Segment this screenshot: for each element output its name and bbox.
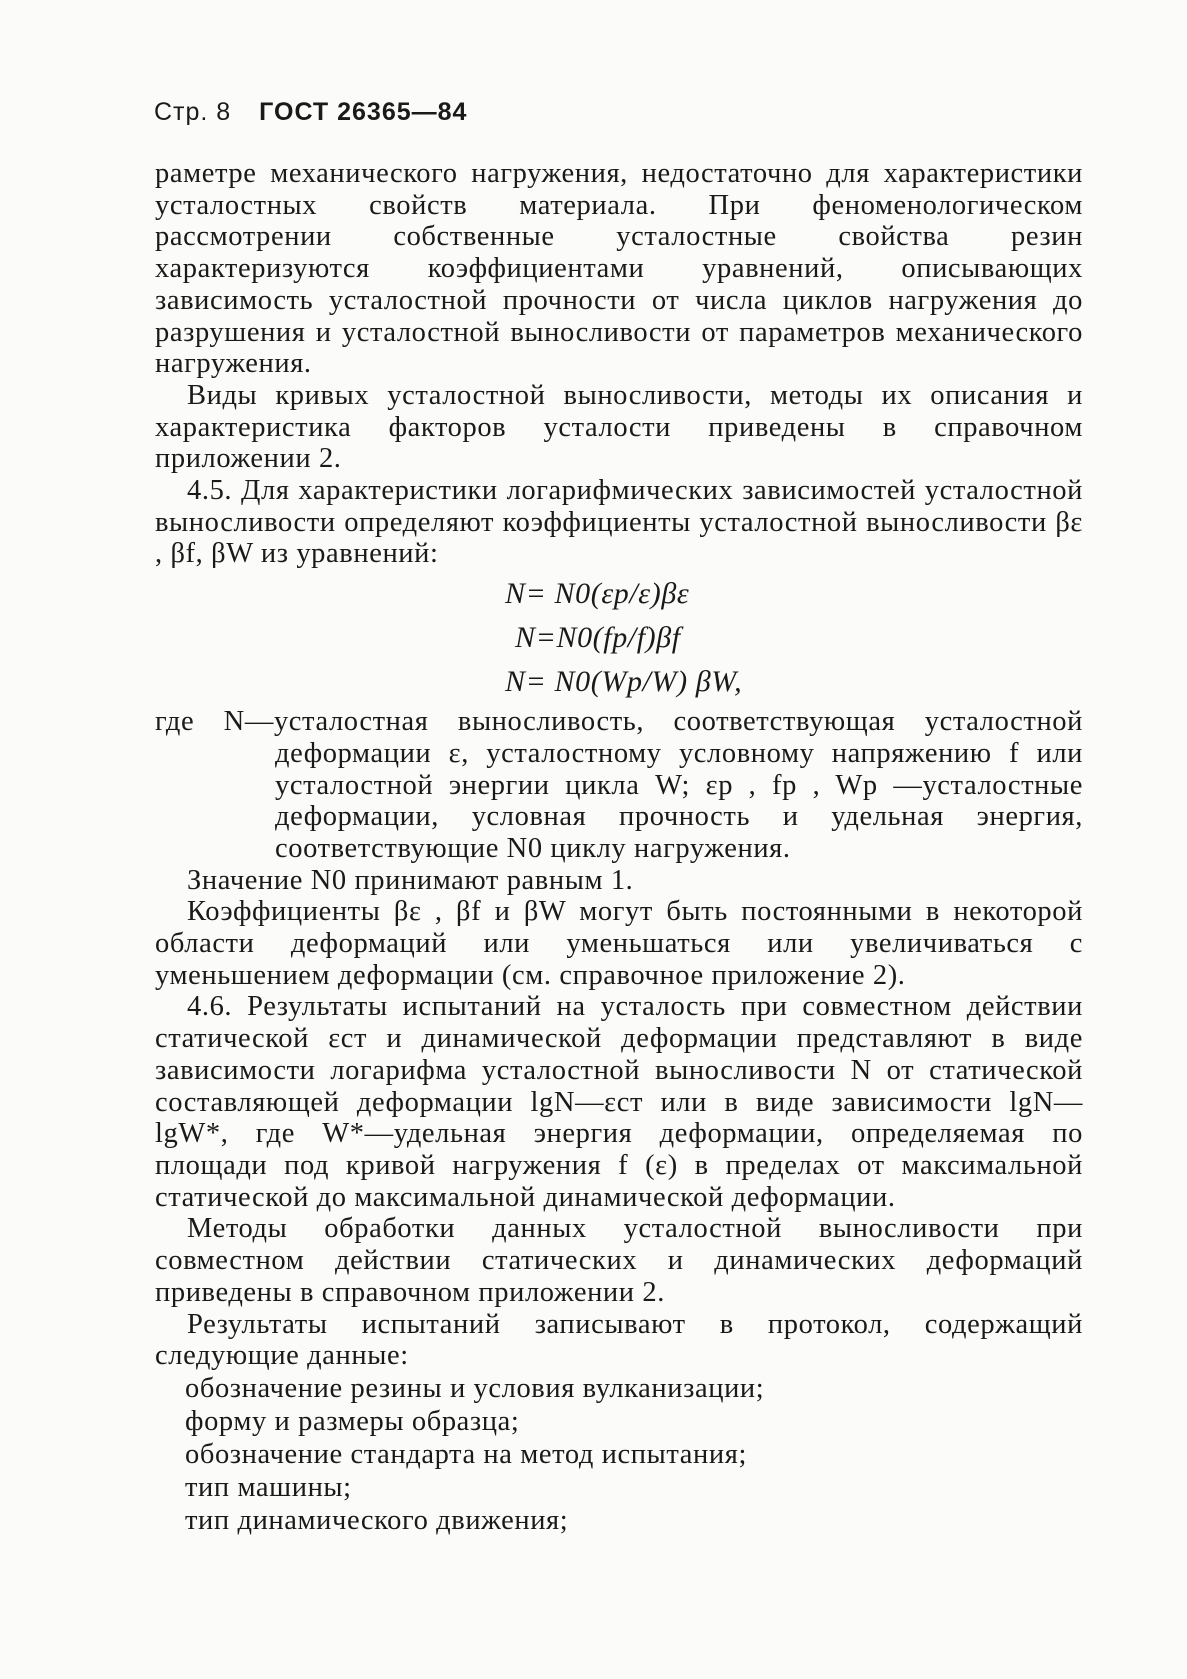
protocol-list	[155, 1372, 1083, 1537]
list-item: обозначение стандарта на метод испытания;	[185, 1438, 747, 1470]
equations-block	[155, 572, 1083, 704]
where-clause: где N—усталостная выносливость, соответствующая усталостной деформации ε, усталостному условному напряжению f или усталостной энергии цикла W; εp , fp , Wp —усталостные деформации, условная прочность и удельная энергия, соответствующие N0 циклу нагружения.	[155, 706, 1083, 864]
list-item: тип машины;	[185, 1471, 352, 1503]
equation-strain: N= N0(εp/ε)βε	[505, 577, 690, 611]
paragraph-n0: Значение N0 принимают равным 1.	[187, 864, 634, 896]
page-header	[154, 98, 467, 127]
paragraph-curve-types: Виды кривых усталостной выносливости, методы их описания и характеристика факторов усталости приведены в справочном приложении 2.	[155, 379, 1083, 475]
paragraph-coefficients: Коэффициенты βε , βf и βW могут быть постоянными в некоторой области деформаций или уменьшаться или увеличиваться с уменьшением деформации (см. справочное приложение 2).	[155, 896, 1083, 991]
paragraph-continuation: раметре механического нагружения, недостаточно для характеристики усталостных свойств материала. При феноменологическом рассмотрении собственные усталостные свойства резин характеризуются коэффициентами уравнений, описывающих зависимость усталостной прочности от числа циклов нагружения до разрушения и усталостной выносливости от параметров механического нагружения.	[155, 158, 1083, 380]
equation-energy: N= N0(Wp/W) βW,	[505, 665, 743, 699]
page-number: Стр. 8	[154, 98, 232, 126]
section-4-6: 4.6. Результаты испытаний на усталость при совместном действии статической εст и динамической деформации представляют в виде зависимости логарифма усталостной выносливости N от статической составляющей деформации lgN—εст или в виде зависимости lgN—lgW*, где W*—удельная энергия деформации, определяемая по площади под кривой нагружения f (ε) в пределах от максимальной статической до максимальной динамической деформации.	[155, 991, 1083, 1213]
list-item: тип динамического движения;	[185, 1504, 569, 1536]
document-body	[155, 158, 1083, 1537]
list-item: форму и размеры образца;	[185, 1405, 520, 1437]
equation-stress: N=N0(fp/f)βf	[515, 621, 681, 655]
paragraph-processing-methods: Методы обработки данных усталостной выносливости при совместном действии статических и динамических деформаций приведены в справочном приложении 2.	[155, 1213, 1083, 1308]
standard-number: ГОСТ 26365—84	[259, 98, 468, 126]
list-item: обозначение резины и условия вулканизации;	[185, 1372, 765, 1404]
paragraph-protocol: Результаты испытаний записывают в протокол, содержащий следующие данные:	[155, 1308, 1083, 1372]
section-4-5: 4.5. Для характеристики логарифмических зависимостей усталостной выносливости определяют коэффициенты усталостной выносливости βε , βf, βW из уравнений:	[155, 475, 1083, 570]
